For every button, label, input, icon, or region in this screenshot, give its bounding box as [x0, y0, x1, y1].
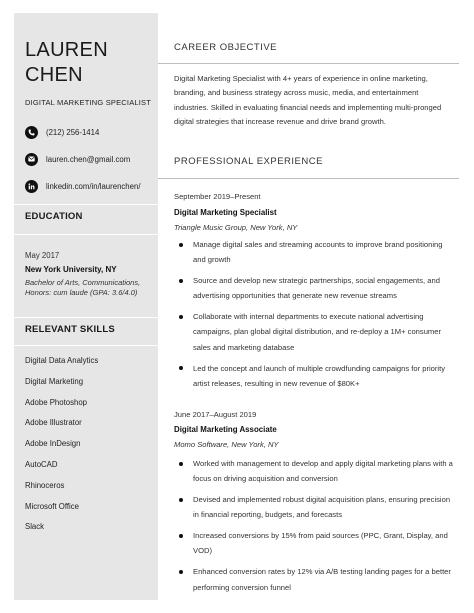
- phone-icon: [25, 126, 38, 139]
- last-name: CHEN: [25, 64, 83, 86]
- mail-icon: [25, 153, 38, 166]
- job-bullets: [174, 456, 454, 600]
- job-company: Triangle Music Group, New York, NY: [174, 223, 298, 232]
- bullet-item: Devised and implemented robust digital acquisition plans, ensuring precision in financial reporting, budgets, and forecasts: [174, 492, 454, 523]
- job-dates: June 2017–August 2019: [174, 410, 257, 419]
- skills-heading: RELEVANT SKILLS: [25, 324, 115, 335]
- section-divider: [158, 63, 459, 64]
- skill-item: AutoCAD: [25, 459, 58, 469]
- skill-item: Microsoft Office: [25, 501, 80, 511]
- sidebar-divider: [14, 204, 158, 205]
- job-title: DIGITAL MARKETING SPECIALIST: [25, 98, 152, 107]
- skill-item: Rhinoceros: [25, 480, 65, 490]
- education-degree: Bachelor of Arts, Communications, Honors: cum laude (GPA: 3.6/4.0): [25, 278, 141, 297]
- contact-linkedin: [25, 178, 140, 194]
- skill-item: Adobe Illustrator: [25, 418, 82, 428]
- first-name: LAUREN: [25, 39, 108, 61]
- skills-list: [25, 356, 98, 543]
- job-company: Momo Software, New York, NY: [174, 440, 279, 449]
- education-heading: EDUCATION: [25, 211, 83, 222]
- skill-item: Adobe InDesign: [25, 439, 81, 449]
- job-role: Digital Marketing Specialist: [174, 208, 277, 217]
- skill-item: Slack: [25, 522, 45, 532]
- linkedin-link[interactable]: linkedin.com/in/laurenchen/: [46, 181, 141, 191]
- bullet-item: Source and develop new strategic partnerships, social engagements, and advertising opportunities that generate new revenue streams: [174, 273, 454, 304]
- sidebar-divider: [14, 345, 158, 346]
- sidebar-divider: [14, 234, 158, 235]
- bullet-item: Collaborate with internal departments to execute national advertising campaigns, plan global digital distribution, and re-deploy a 1M+ consumer sales and marketing database: [174, 309, 454, 355]
- phone-number[interactable]: (212) 256-1414: [46, 127, 100, 137]
- job-role: Digital Marketing Associate: [174, 425, 277, 434]
- contact-email: [25, 151, 130, 167]
- bullet-item: Led the concept and launch of multiple crowdfunding campaigns for priority artist releases, resulting in new revenue of $80K+: [174, 361, 454, 392]
- sidebar-divider: [14, 317, 158, 318]
- contact-phone: [25, 124, 99, 140]
- section-divider: [158, 178, 459, 179]
- experience-heading: PROFESSIONAL EXPERIENCE: [174, 156, 323, 167]
- email-link[interactable]: lauren.chen@gmail.com: [46, 154, 131, 164]
- job-bullets: [174, 237, 454, 397]
- education-school: New York University, NY: [25, 265, 117, 274]
- skill-item: Adobe Photoshop: [25, 397, 87, 407]
- bullet-item: Manage digital sales and streaming accounts to improve brand positioning and growth: [174, 237, 454, 268]
- candidate-name: [25, 38, 108, 88]
- objective-text: Digital Marketing Specialist with 4+ years of experience in online marketing, branding, and business strategy across music, media, and entertainment industries. Skilled in evaluating financial needs and implementing multi-pronged digital strategies that increase revenue and drive brand growth.: [174, 74, 442, 126]
- skill-item: Digital Data Analytics: [25, 356, 99, 365]
- bullet-item: Enhanced conversion rates by 12% via A/B testing landing pages for a better performing conversion funnel: [174, 564, 454, 595]
- skill-item: Digital Marketing: [25, 376, 84, 386]
- bullet-item: Increased conversions by 15% from paid sources (PPC, Grant, Display, and VOD): [174, 528, 454, 559]
- bullet-item: Worked with management to develop and apply digital marketing plans with a focus on driving acquisition and conversion: [174, 456, 454, 487]
- job-dates: September 2019–Present: [174, 192, 261, 201]
- linkedin-icon: [25, 180, 38, 193]
- objective-heading: CAREER OBJECTIVE: [174, 42, 278, 53]
- education-date: May 2017: [25, 251, 60, 260]
